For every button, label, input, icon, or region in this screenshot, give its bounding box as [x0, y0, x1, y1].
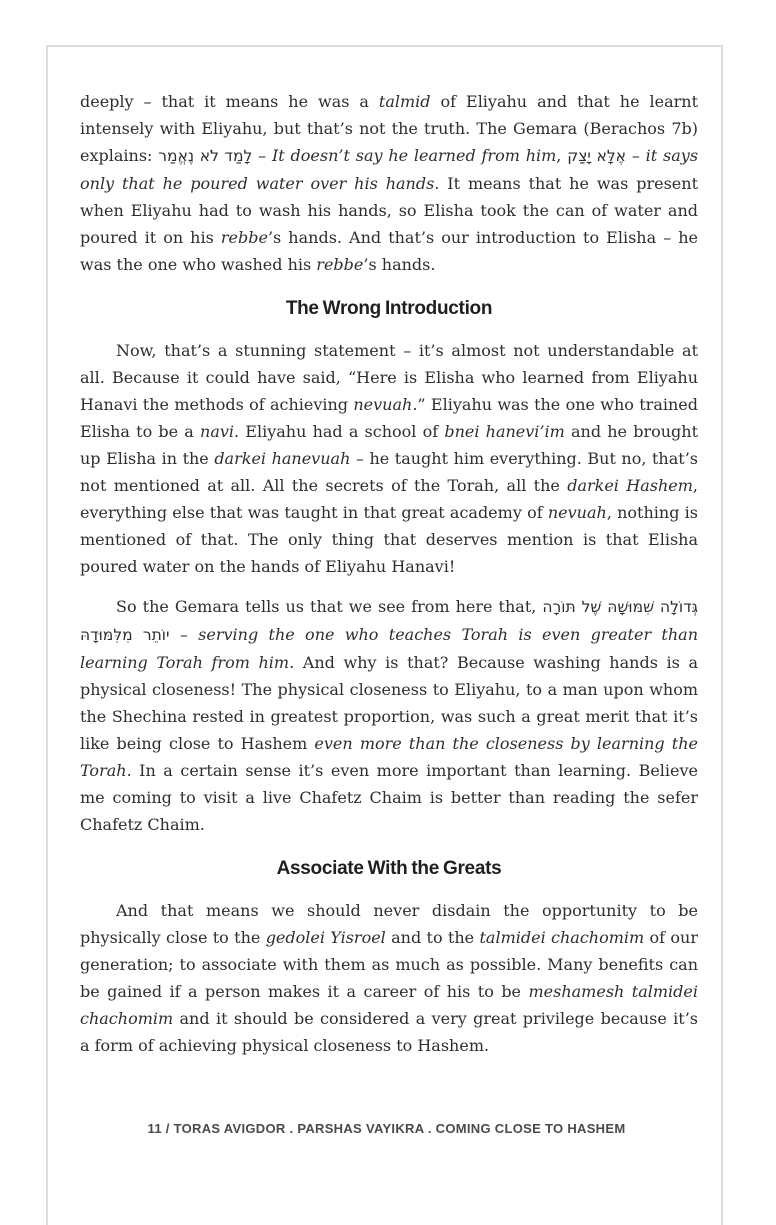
body-text: and to the	[385, 928, 480, 947]
body-text: So the Gemara tells us that we see from here that,	[116, 597, 543, 616]
body-text: , everything else that was taught in that great academy of	[80, 476, 698, 522]
body-text: – he taught him everything. But no, that’s not mentioned at all. All the secrets of the Torah, all the	[80, 449, 698, 495]
body-text: , nothing is mentioned of that. The only thing that deserves mention is that Elisha poured water on the hands of Eliyahu Hanavi!	[80, 503, 698, 576]
italic-text: serving the one who teaches Torah is even greater than learning Torah from him	[80, 625, 698, 672]
italic-text: bnei hanevi’im	[444, 422, 565, 441]
italic-text: darkei Hashem	[567, 476, 693, 495]
body-text: and he brought up Elisha in the	[80, 422, 699, 468]
italic-text: talmidei chachomim	[479, 928, 645, 947]
body-text: Now, that’s a stunning statement – it’s almost not understandable at all. Because it could have said, “Here is Elisha who learned from Eliyahu Hanavi the methods of achieving	[80, 341, 698, 414]
body-text: and it should be considered a very great privilege because it’s a form of achieving physical closeness to Hashem.	[80, 1009, 698, 1055]
hebrew-phrase: לָמַד לֹא נֶאֱמַר	[158, 147, 253, 165]
paragraph	[80, 593, 698, 838]
section-heading: The Wrong Introduction	[285, 298, 493, 319]
body-text: deeply – that it means he was a	[80, 92, 379, 111]
body-text: of our generation; to associate with them as much as possible. Many benefits can be gained if a person makes it a career of his to be	[80, 928, 699, 1001]
italic-text: it says only that he poured water over his hands	[80, 146, 699, 193]
body-text: ,	[556, 146, 568, 165]
paragraph	[80, 337, 698, 580]
italic-text: It doesn’t say he learned from him	[271, 146, 557, 165]
italic-text: darkei hanevuah	[214, 449, 351, 468]
paragraph	[80, 88, 698, 278]
italic-text: rebbe	[316, 255, 364, 274]
body-text: . Eliyahu had a school of	[234, 422, 445, 441]
hebrew-phrase: גְּדוֹלָה שִׁמּוּשָׁהּ שֶׁל תּוֹרָה יוֹתֵר מִלִּמּוּדָהּ	[80, 598, 698, 644]
body-text: . In a certain sense it’s even more important than learning. Believe me coming to visit a live Chafetz Chaim is better than reading the sefer Chafetz Chaim.	[80, 761, 698, 834]
hebrew-phrase: אֶלָּא יָצַק	[567, 147, 627, 165]
body-text: . It means that he was present when Eliyahu had to wash his hands, so Elisha took the can of water and poured it on his	[80, 174, 698, 247]
body-text: –	[252, 146, 272, 165]
body-text: –	[169, 625, 199, 644]
body-text: ’s hands. And that’s our introduction to Elisha – he was the one who washed his	[80, 228, 699, 274]
body-text: of Eliyahu and that he learnt intensely with Eliyahu, but that’s not the truth. The Gemara (Berachos 7b) explains:	[80, 92, 698, 165]
article-body	[80, 88, 698, 1072]
body-text: And that means we should never disdain the opportunity to be physically close to the	[80, 901, 698, 947]
body-text: –	[626, 146, 646, 165]
section-heading: Associate With the Greats	[276, 858, 502, 879]
italic-text: nevuah	[547, 503, 607, 522]
body-text: . And why is that? Because washing hands is a physical closeness! The physical closeness to Eliyahu, to a man upon whom the Shechina rested in greatest proportion, was such a great merit that it’s like being close to Hashem	[80, 653, 698, 753]
italic-text: even more than the closeness by learning the Torah	[80, 734, 698, 780]
italic-text: navi	[200, 422, 235, 441]
italic-text: rebbe	[220, 228, 268, 247]
page-footer: 11 / TORAS AVIGDOR . PARSHAS VAYIKRA . COMING CLOSE TO HASHEM	[147, 1121, 626, 1136]
italic-text: gedolei Yisroel	[265, 928, 386, 947]
body-text: ’s hands.	[363, 255, 436, 274]
paragraph	[80, 897, 698, 1059]
italic-text: nevuah	[353, 395, 413, 414]
italic-text: meshamesh talmidei chachomim	[80, 982, 698, 1028]
italic-text: talmid	[378, 92, 431, 111]
body-text: .” Eliyahu was the one who trained Elisha to be a	[80, 395, 698, 441]
